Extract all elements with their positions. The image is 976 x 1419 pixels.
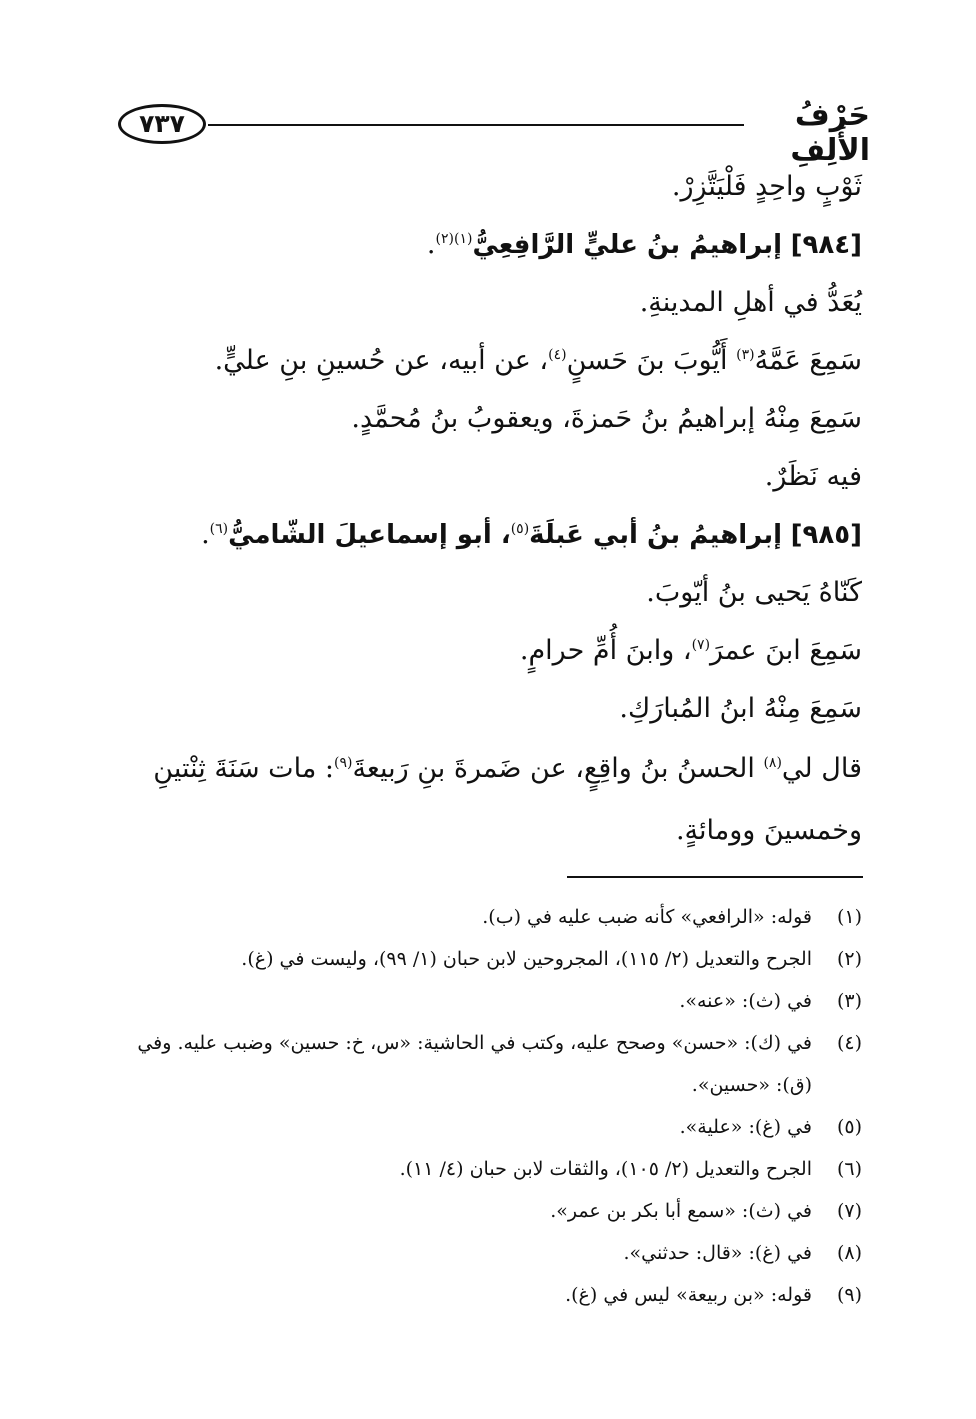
footnote-ref: (٥) <box>510 521 530 537</box>
footnote-separator <box>567 876 863 878</box>
footnote-item <box>120 1106 862 1148</box>
footnote-text: في (ك): «حسن» وصحح عليه، وكتب في الحاشية: «س، خ: حسين» وضبب عليه. وفي (ق): «حسين». <box>137 1032 812 1096</box>
footnote-text: في (غ): «علية». <box>679 1116 812 1138</box>
footnote-ref: (٣) <box>736 347 755 363</box>
entry-name: إبراهيمُ بنُ أبي عَبلَةَ <box>529 520 783 550</box>
footnote-number: (٦) <box>836 1158 862 1180</box>
footnote-item <box>120 1190 862 1232</box>
footnote-number: (٩) <box>836 1284 862 1306</box>
footnote-number: (٣) <box>836 990 862 1012</box>
footnote-text: الجرح والتعديل (٢/ ١٠٥)، والثقات لابن حبان (٤/ ١١). <box>399 1158 812 1180</box>
footnote-number: (٢) <box>836 948 862 970</box>
footnote-text: في (غ): «قال: حدثني». <box>623 1242 812 1264</box>
footnote-text: قوله: «بن ربيعة» ليس في (غ). <box>565 1284 812 1306</box>
text-line: سَمِعَ مِنْهُ إبراهيمُ بنُ حَمزةَ، ويعقوبُ بنُ مُحمَّدٍ. <box>351 403 862 434</box>
footnote-ref: (١)(٢) <box>435 231 473 247</box>
footnote-text: قوله: «الرافعي» كأنه ضبب عليه في (ب). <box>482 906 812 928</box>
footnote-number: (٨) <box>836 1242 862 1264</box>
footnote-number: (٤) <box>836 1032 862 1054</box>
text-line: يُعَدُّ في أهلِ المدينةِ. <box>639 287 862 318</box>
entry-kunya: ، أبو إسماعيلَ الشّاميُّ <box>228 520 511 550</box>
footnote-text: في (ث): «سمع أبا بكر بن عمر». <box>550 1200 812 1222</box>
footnote-item <box>120 1148 862 1190</box>
footnote-item <box>120 938 862 980</box>
entry-name: إبراهيمُ بنُ عليٍّ الرَّافِعِيُّ <box>472 230 783 260</box>
footnote-text: الجرح والتعديل (٢/ ١١٥)، المجروحين لابن حبان (١/ ٩٩)، وليست في (غ). <box>241 948 812 970</box>
text-span: الحسنُ بنُ واقِعٍ، عن ضَمرةَ بنِ رَبيعةَ <box>352 753 764 784</box>
text-span: قال لي <box>781 753 862 784</box>
text-span: سَمِعَ عَمَّهُ <box>754 345 862 376</box>
footnote-item <box>120 980 862 1022</box>
entry-heading-984 <box>120 216 862 274</box>
text-span: ، وابنَ أُمِّ حرامٍ. <box>519 635 692 666</box>
footnote-number: (٥) <box>836 1116 862 1138</box>
text-line <box>120 738 862 862</box>
footnotes <box>120 896 862 1316</box>
entry-number: [٩٨٤] <box>790 230 862 260</box>
page-header <box>118 98 870 168</box>
text-line <box>120 332 862 390</box>
footnote-ref: (٨) <box>763 755 782 771</box>
text-span: سَمِعَ ابنَ عمرَ <box>710 635 862 666</box>
footnote-item <box>120 1274 862 1316</box>
header-rule <box>208 124 744 126</box>
footnote-ref: (٩) <box>333 755 353 771</box>
footnote-ref: (٦) <box>209 521 229 537</box>
footnote-item <box>120 1022 862 1106</box>
footnote-item <box>120 1232 862 1274</box>
text-line: ثَوْبٍ واحِدٍ فَلْيَتَّزِرْ. <box>671 171 862 202</box>
main-text <box>120 158 862 862</box>
text-line <box>120 622 862 680</box>
footnote-item <box>120 896 862 938</box>
footnote-number: (١) <box>836 906 862 928</box>
text-span: : مات سَنَةَ ثِنْتينِ وخمسينَ وومائةٍ. <box>153 753 862 846</box>
footnote-ref: (٤) <box>548 347 567 363</box>
text-line: سَمِعَ مِنْهُ ابنُ المُبارَكِ. <box>619 693 862 724</box>
text-span: ، عن أبيه، عن حُسينِ بنِ عليٍّ. <box>214 345 549 376</box>
text-span: أَيُّوبَ بنَ حَسنٍ <box>566 345 737 376</box>
punctuation: . <box>201 519 210 550</box>
text-line: فيه نَظَرٌ. <box>764 461 862 492</box>
entry-heading-985 <box>120 506 862 564</box>
chapter-title: حَرْفُ الأَلِفِ <box>790 98 870 168</box>
entry-number: [٩٨٥] <box>790 520 862 550</box>
punctuation: . <box>426 229 436 260</box>
footnote-number: (٧) <box>836 1200 862 1222</box>
footnote-ref: (٧) <box>691 637 711 653</box>
text-line: كَنّاهُ يَحيى بنُ أيّوبَ. <box>646 577 862 608</box>
page-number: ٧٣٧ <box>118 104 206 144</box>
footnote-text: في (ث): «عنه». <box>679 990 812 1012</box>
